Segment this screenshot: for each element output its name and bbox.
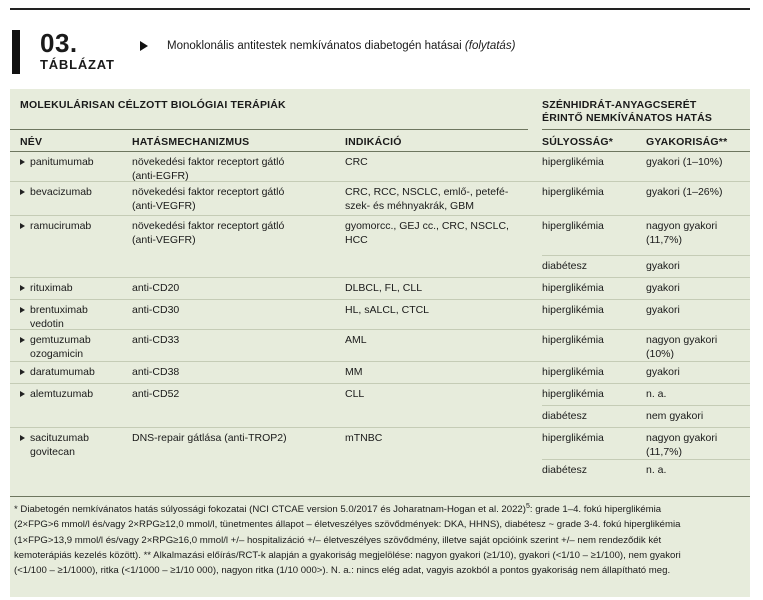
cell-severity: [542, 259, 587, 273]
cell-mechanism-line: anti-CD30: [132, 304, 180, 316]
row-separator: [10, 427, 750, 428]
cell-indication: [345, 303, 429, 317]
cell-mechanism-line: növekedési faktor receptort gátló: [132, 220, 285, 232]
group-underline-left: [10, 129, 528, 130]
cell-mechanism-line: növekedési faktor receptort gátló: [132, 156, 285, 168]
cell-severity-line: hiperglikémia: [542, 186, 604, 198]
cell-indication: [345, 185, 508, 213]
group-head-adverse-line1: SZÉNHIDRÁT-ANYAGCSERÉT: [542, 99, 697, 111]
cell-severity: [542, 463, 587, 477]
row-separator: [542, 255, 750, 256]
cell-indication-line: szek- és méhnyakrák, GBM: [345, 200, 474, 212]
cell-indication: [345, 365, 363, 379]
cell-name-line: panitumumab: [30, 156, 94, 168]
cell-frequency: [646, 281, 680, 295]
cell-name: [20, 303, 88, 331]
cell-mechanism: [132, 155, 284, 183]
cell-name-line: bevacizumab: [30, 186, 92, 198]
cell-indication: [345, 219, 509, 247]
row-separator: [542, 405, 750, 406]
cell-name: [20, 365, 95, 379]
cell-frequency: [646, 365, 680, 379]
cell-indication-line: AML: [345, 334, 367, 346]
cell-name-line: sacituzumab: [30, 432, 89, 444]
bullet-arrow-icon: [20, 369, 25, 375]
cell-severity: [542, 219, 604, 233]
cell-severity-line: diabétesz: [542, 260, 587, 272]
cell-name: [20, 155, 94, 169]
cell-mechanism: [132, 387, 179, 401]
cell-name: [20, 387, 93, 401]
cell-indication-line: gyomorcc., GEJ cc., CRC, NSCLC,: [345, 220, 509, 232]
col-head-name: NÉV: [20, 136, 43, 148]
cell-frequency: [646, 463, 666, 477]
bullet-arrow-icon: [20, 307, 25, 313]
cell-mechanism-line: anti-CD38: [132, 366, 180, 378]
cell-indication-line: mTNBC: [345, 432, 383, 444]
cell-indication: [345, 431, 382, 445]
cell-indication-line: DLBCL, FL, CLL: [345, 282, 423, 294]
col-head-severity: SÚLYOSSÁG*: [542, 136, 614, 148]
footnote-line-1: [14, 499, 744, 517]
cell-name: [20, 333, 91, 361]
cell-frequency: [646, 387, 666, 401]
cell-frequency: [646, 155, 722, 169]
cell-name: [20, 185, 92, 199]
cell-indication-line: HL, sALCL, CTCL: [345, 304, 430, 316]
cell-indication-line: CRC, RCC, NSCLC, emlő-, petefé-: [345, 186, 509, 198]
cell-name-line: gemtuzumab: [30, 334, 91, 346]
row-separator: [10, 299, 750, 300]
cell-frequency: [646, 333, 717, 361]
cell-mechanism: [132, 219, 284, 247]
row-separator: [542, 459, 750, 460]
cell-frequency-line: (10%): [646, 348, 675, 360]
header-rule: [10, 151, 750, 152]
cell-mechanism-line: (anti-VEGFR): [132, 200, 196, 212]
cell-indication: [345, 155, 368, 169]
bullet-arrow-icon: [20, 189, 25, 195]
cell-name: [20, 431, 89, 459]
cell-severity-line: hiperglikémia: [542, 304, 604, 316]
cell-mechanism-line: (anti-VEGFR): [132, 234, 196, 246]
footnote-ref: 5: [525, 503, 530, 510]
cell-severity-line: hiperglikémia: [542, 282, 604, 294]
row-separator: [10, 215, 750, 216]
cell-frequency-line: nagyon gyakori: [646, 432, 718, 444]
cell-severity-line: hiperglikémia: [542, 334, 604, 346]
cell-mechanism-line: anti-CD33: [132, 334, 180, 346]
footnote-line-1a: * Diabetogén nemkívánatos hatás súlyossági fokozatai (NCI CTCAE version 5.0/2017 és Joharatnam-Hogan et al. 2022): [14, 504, 526, 516]
table-label-bar: [12, 30, 20, 74]
cell-frequency: [646, 409, 703, 423]
cell-mechanism-line: DNS-repair gátlása (anti-TROP2): [132, 432, 287, 444]
cell-severity-line: hiperglikémia: [542, 220, 604, 232]
cell-mechanism: [132, 281, 179, 295]
cell-frequency-line: (11,7%): [646, 234, 682, 246]
cell-frequency-line: nagyon gyakori: [646, 334, 718, 346]
cell-mechanism: [132, 185, 284, 213]
col-head-mechanism: HATÁSMECHANIZMUS: [132, 136, 250, 148]
cell-indication: [345, 387, 364, 401]
cell-severity-line: hiperglikémia: [542, 156, 604, 168]
cell-name-line: alemtuzumab: [30, 388, 94, 400]
table-number: 03.: [40, 28, 78, 58]
cell-frequency-line: n. a.: [646, 464, 667, 476]
cell-severity-line: hiperglikémia: [542, 366, 604, 378]
cell-mechanism: [132, 431, 287, 445]
footnote-rule: [10, 496, 750, 497]
footnote-line-4: kemoterápiás kezelés között). ** Alkalmazási előírás/RCT-k alapján a gyakoriság megjelölése: nagyon gyakori (≥1/10), gyakori (<1/10 – ≥1/100), nem gyakori: [14, 550, 681, 562]
cell-name-line: brentuximab: [30, 304, 88, 316]
cell-frequency: [646, 185, 722, 199]
cell-name: [20, 281, 73, 295]
cell-severity: [542, 303, 604, 317]
bullet-arrow-icon: [20, 159, 25, 165]
bullet-arrow-icon: [20, 223, 25, 229]
cell-severity-line: diabétesz: [542, 410, 587, 422]
cell-mechanism: [132, 365, 179, 379]
cell-frequency-line: nem gyakori: [646, 410, 704, 422]
cell-severity-line: hiperglikémia: [542, 432, 604, 444]
cell-frequency-line: gyakori: [646, 282, 680, 294]
footnote: [14, 499, 744, 579]
bullet-arrow-icon: [20, 435, 25, 441]
row-separator: [10, 329, 750, 330]
cell-name: [20, 219, 91, 233]
row-separator: [10, 361, 750, 362]
group-head-therapies: MOLEKULÁRISAN CÉLZOTT BIOLÓGIAI TERÁPIÁK: [20, 99, 286, 111]
footnote-line-2: (2×FPG>6 mmol/l és/vagy 2×RPG≥12,0 mmol/l, tünetmentes állapot – életveszélyes szövődmények: DKA, HHNS), diabétesz ~ grade 3-4. fokú hiperglikémia: [14, 519, 681, 531]
cell-name-line: ozogamicin: [30, 348, 84, 360]
cell-indication: [345, 333, 367, 347]
cell-severity: [542, 409, 587, 423]
caption-arrow-icon: [140, 41, 148, 51]
cell-frequency-line: n. a.: [646, 388, 667, 400]
group-underline: [542, 129, 750, 130]
footnote-line-5: (<1/100 – ≥1/1000), ritka (<1/1000 – ≥1/10 000), nagyon ritka (1/10 000>). N. a.: nincs elég adat, vagyis azokból a pontos gyakoriság nem állapítható meg.: [14, 565, 671, 577]
row-separator: [10, 383, 750, 384]
cell-frequency-line: nagyon gyakori: [646, 220, 718, 232]
cell-severity-line: diabétesz: [542, 464, 587, 476]
cell-severity: [542, 365, 604, 379]
row-separator: [10, 181, 750, 182]
cell-frequency: [646, 219, 717, 247]
cell-severity: [542, 281, 604, 295]
bullet-arrow-icon: [20, 391, 25, 397]
cell-frequency-line: gyakori: [646, 304, 680, 316]
cell-name-line: vedotin: [30, 318, 64, 330]
cell-frequency-line: gyakori (1–10%): [646, 156, 723, 168]
col-head-frequency: GYAKORISÁG**: [646, 136, 728, 148]
cell-frequency-line: gyakori: [646, 260, 680, 272]
cell-name-line: rituximab: [30, 282, 73, 294]
cell-name-line: daratumumab: [30, 366, 95, 378]
cell-mechanism-line: (anti-EGFR): [132, 170, 189, 182]
footnote-line-3: (1×FPG>13,9 mmol/l és/vagy 2×RPG≥16,0 mmol/l +/– hospitalizáció +/– életveszélyes szövődmény, illetve saját opcióink szerint +/– nem rendeződik két: [14, 534, 662, 546]
footnote-line-1b: : grade 1–4. fokú hiperglikémia: [529, 504, 662, 516]
cell-indication-line: CLL: [345, 388, 365, 400]
cell-mechanism: [132, 333, 179, 347]
cell-severity: [542, 185, 604, 199]
cell-indication-line: MM: [345, 366, 363, 378]
cell-frequency: [646, 431, 717, 459]
caption-main: Monoklonális antitestek nemkívánatos diabetogén hatásai: [167, 40, 462, 52]
row-separator: [10, 277, 750, 278]
cell-name-line: ramucirumab: [30, 220, 92, 232]
cell-indication-line: CRC: [345, 156, 368, 168]
group-head-adverse-line2: ÉRINTŐ NEMKÍVÁNATOS HATÁS: [542, 112, 713, 124]
cell-severity: [542, 431, 604, 445]
cell-severity-line: hiperglikémia: [542, 388, 604, 400]
cell-name-line: govitecan: [30, 446, 75, 458]
cell-frequency: [646, 259, 680, 273]
group-head-adverse-effects: [542, 99, 712, 125]
top-rule: [10, 8, 750, 10]
cell-mechanism-line: anti-CD20: [132, 282, 180, 294]
cell-severity: [542, 155, 604, 169]
table-label-word: TÁBLÁZAT: [40, 57, 115, 72]
caption-suffix: (folytatás): [464, 40, 516, 52]
cell-mechanism-line: növekedési faktor receptort gátló: [132, 186, 285, 198]
cell-indication: [345, 281, 422, 295]
cell-indication-line: HCC: [345, 234, 368, 246]
cell-severity: [542, 387, 604, 401]
bullet-arrow-icon: [20, 337, 25, 343]
cell-severity: [542, 333, 604, 347]
cell-frequency: [646, 303, 680, 317]
bullet-arrow-icon: [20, 285, 25, 291]
cell-mechanism: [132, 303, 179, 317]
cell-frequency-line: gyakori (1–26%): [646, 186, 723, 198]
table-caption: [167, 40, 515, 53]
cell-mechanism-line: anti-CD52: [132, 388, 180, 400]
col-head-indication: INDIKÁCIÓ: [345, 136, 402, 148]
cell-frequency-line: (11,7%): [646, 446, 682, 458]
cell-frequency-line: gyakori: [646, 366, 680, 378]
